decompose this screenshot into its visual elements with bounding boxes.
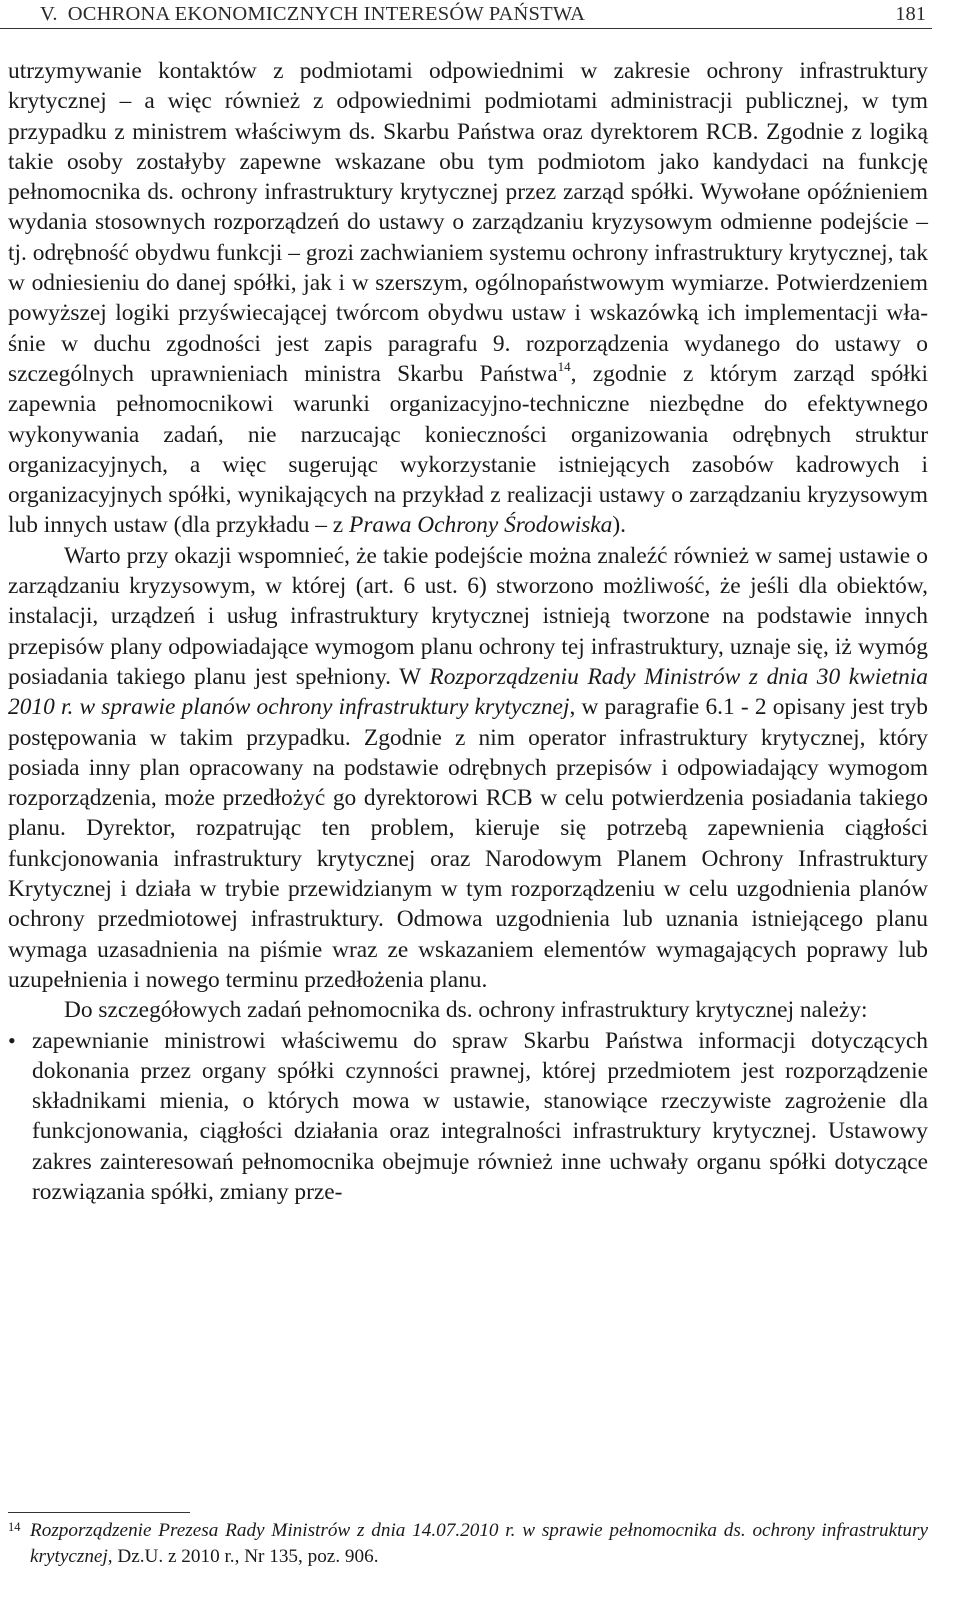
paragraph-1-text: utrzymywanie kontaktów z podmiotami odpowiednimi w zakresie ochrony infrastruktury krytycznej – a więc również z odpowiednimi podmiotami administracji publicznej, w tym przypadku z ministrem właściwym ds. Skarbu Państwa oraz dyrektorem RCB. Zgodnie z logiką takie osoby zostałyby zapewne wskazane obu tym podmiotom jako kandydaci na funkcję pełnomocnika ds. ochrony infrastruktury krytycznej przez zarząd spółki. Wywołane opóźnieniem wydania stosownych rozporządzeń do ustawy o zarządzaniu kryzysowym odmienne podejście – tj. odrębność obydwu funkcji – grozi zachwianiem systemu ochrony infrastruktury krytycznej, tak w odniesieniu do danej spółki, jak i w szerszym, ogólnopaństwowym wymiarze. Potwierdzeniem powyższej logiki przyświecającej twórcom obydwu ustaw i wskazówką ich implementacji właśnie w duchu zgodności jest zapis paragrafu 9. rozporządzenia wydanego do ustawy o szczególnych uprawnieniach ministra Skarbu Państwa [8, 58, 928, 387]
paragraph-1-end: ). [612, 512, 627, 539]
running-header [0, 0, 932, 29]
paragraph-2-text-cont: , w paragrafie 6.1 - 2 opisany jest tryb postępowania w takim przypadku. Zgodnie z nim operator infrastruktury krytycznej, który posiada inny plan opracowany na podstawie odrębnych przepisów i odpowiadający wymogom rozporządzenia, może przedłożyć go dyrektorowi RCB w celu potwierdzenia posiadania takiego planu. Dyrektor, rozpatrując ten problem, kieruje się potrzebą zapewnienia ciągłości funkcjonowania infrastruktury krytycznej oraz Narodowym Planem Ochrony Infrastruktury Krytycznej i działa w trybie przewidzianym w tym rozporządzeniu w celu uzgodnienia planów ochrony przedmiotowej infrastruktury. Odmowa uzgodnienia lub uznania istniejącego planu wymaga uzasadnienia na piśmie wraz ze wskazaniem elementów wymagających poprawy lub uzupełnienia i nowego terminu przedłożenia planu. [8, 694, 928, 993]
footnote-italic-title: Rozporządzenie Prezesa Rady Ministrów z dnia 14.07.2010 r. w sprawie pełnomocnika ds. ochrony infrastruktury krytycznej [30, 1520, 928, 1567]
list-item [8, 1026, 928, 1208]
list-item-text: zapewnianie ministrowi właściwemu do spraw Skarbu Państwa informacji dotyczących dokonania przez organy spółki czynności prawnej, której przedmiotem jest rozporządzenie składnikami mienia, o których mowa w ustawie, stanowiące rzeczywiste zagrożenie dla funkcjonowania, ciągłości działania oraz integralności infrastruktury krytycznej. Ustawowy zakres zainteresowań pełnomocnika obejmuje również inne uchwały organu spółki dotyczące rozwiązania spółki, zmiany prze- [32, 1027, 928, 1205]
footnote-reference[interactable]: 14 [557, 358, 571, 374]
footnotes [8, 1518, 928, 1570]
paragraph-1 [8, 56, 928, 541]
statute-title-italic: Prawa Ochrony Środowiska [349, 512, 613, 539]
body-text [8, 56, 928, 1207]
paragraph-2 [8, 541, 928, 995]
footnote-text [8, 1518, 928, 1570]
task-list [8, 1026, 928, 1208]
chapter-heading [40, 0, 585, 28]
bullet-icon: • [8, 1027, 16, 1053]
paragraph-2-text: Warto przy okazji wspomnieć, że takie podejście można znaleźć również w samej ustawie o zarządzaniu kryzysowym, w której (art. 6 ust. 6) stworzono możliwość, że jeśli dla obiektów, instalacji, urządzeń i usług infrastruktury krytycznej istnieją tworzone na podstawie innych przepisów plany odpowiadające wymogom planu ochrony tej infrastruktury, uznaje się, iż wymóg posiadania takiego planu jest spełniony. W [8, 542, 928, 690]
footnote-divider [8, 1512, 190, 1513]
chapter-title: OCHRONA EKONOMICZNYCH INTERESÓW PAŃSTWA [67, 3, 586, 25]
paragraph-3: Do szczegółowych zadań pełnomocnika ds. ochrony infrastruktury krytycznej należy: [64, 997, 868, 1024]
page-number: 181 [895, 3, 926, 25]
regulation-title-italic: Rozporządzeniu Rady Ministrów z dnia 30 kwietnia 2010 r. w sprawie planów ochrony infrastruktury krytycznej [8, 663, 928, 721]
chapter-number: V. [40, 3, 58, 25]
paragraph-1-text-cont: , zgodnie z którym zarząd spółki zapewnia pełnomocnikowi warunki organizacyjno-techniczne niezbędne do efektywnego wykonywania zadań, nie narzucając konieczności organizowania odrębnych struktur organizacyjnych, a więc sugerując wykorzystanie istniejących zasobów kadrowych i organizacyjnych spółki, wynikających na przykład z realizacji ustawy o zarządzaniu kryzysowym lub innych ustaw (dla przykładu – z [8, 360, 928, 539]
footnote-citation: , Dz.U. z 2010 r., Nr 135, poz. 906. [107, 1546, 379, 1567]
footnote-number: 14 [8, 1520, 21, 1534]
